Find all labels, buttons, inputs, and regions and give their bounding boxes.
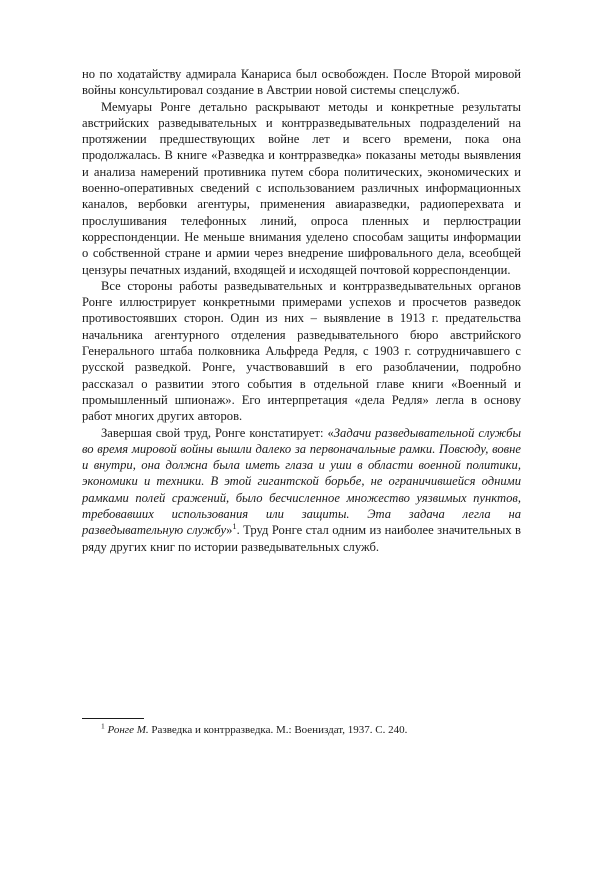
- footnote-number: 1: [101, 721, 105, 731]
- paragraph-1: но по ходатайству адмирала Канариса был освобожден. После Второй мировой войны консультировал создание в Австрии новой системы спецслужб.: [82, 67, 521, 98]
- paragraph-2: Мемуары Ронге детально раскрывают методы и конкретные результаты австрийских разведывательных и контрразведывательных подразделений на протяжении предшествующих войне лет и всего времени, пока она продолжалась. В книге «Разведка и контрразведка» показаны методы выявления и анализа намерений противника путем сбора политических, экономических и военно-оперативных сведений с использованием различных информационных каналов, вербовки агентуры, применения авиаразведки, радиоперехвата и прослушивания телефонных линий, опроса пленных и перлюстрации корреспонденции. Не меньше внимания уделено способам защиты информации о собственной стране и армии через внедрение шифровального дела, всеобщей цензуры печатных изданий, входящей и исходящей почтовой корреспонденции.: [82, 99, 521, 277]
- paragraph-4-close: »: [226, 523, 233, 538]
- footnote-reference[interactable]: 1: [232, 521, 237, 532]
- paragraph-3: Все стороны работы разведывательных и контрразведывательных органов Ронге иллюстрирует конкретными примерами успехов и просчетов разведок противостоявших сторон. Один из них – выявление в 1913 г. предательства начальника агентурного отделения разведывательного бюро австрийского Генерального штаба полковника Альфреда Редля, с 1903 г. сотрудничавшего с русской разведкой. Ронге, участвовавший в его разоблачении, подробно рассказал о развитии этого события в отдельной главе книги «Военный и промышленный шпионаж». Его интерпретация «дела Редля» легла в основу работ многих других авторов.: [82, 278, 521, 424]
- footnote-text: Разведка и контрразведка. М.: Воениздат, 1937. С. 240.: [148, 724, 408, 736]
- footnote: [82, 723, 521, 737]
- paragraph-4: [82, 425, 521, 555]
- footnote-divider: [82, 718, 144, 719]
- paragraph-4-quote: Задачи разведывательной службы во время мировой войны вышли далеко за первоначальные рамки. Повсюду, вовне и внутри, она должна была иметь глаза и уши в области военной политики, экономики и техники. В этой гигантской борьбе, не ограничившейся одними рамками полей сражений, было бесчисленное множество уязвимых пунктов, требовавших использования или защиты. Эта задача легла на разведывательную службу: [82, 425, 521, 538]
- paragraph-4-tail: . Труд Ронге стал одним из наиболее значительных в ряду других книг по истории разведывательных служб.: [82, 523, 521, 554]
- footnote-author: Ронге М.: [107, 724, 149, 736]
- paragraph-4-lead: Завершая свой труд, Ронге констатирует: «: [101, 425, 334, 440]
- page-body: [82, 66, 521, 555]
